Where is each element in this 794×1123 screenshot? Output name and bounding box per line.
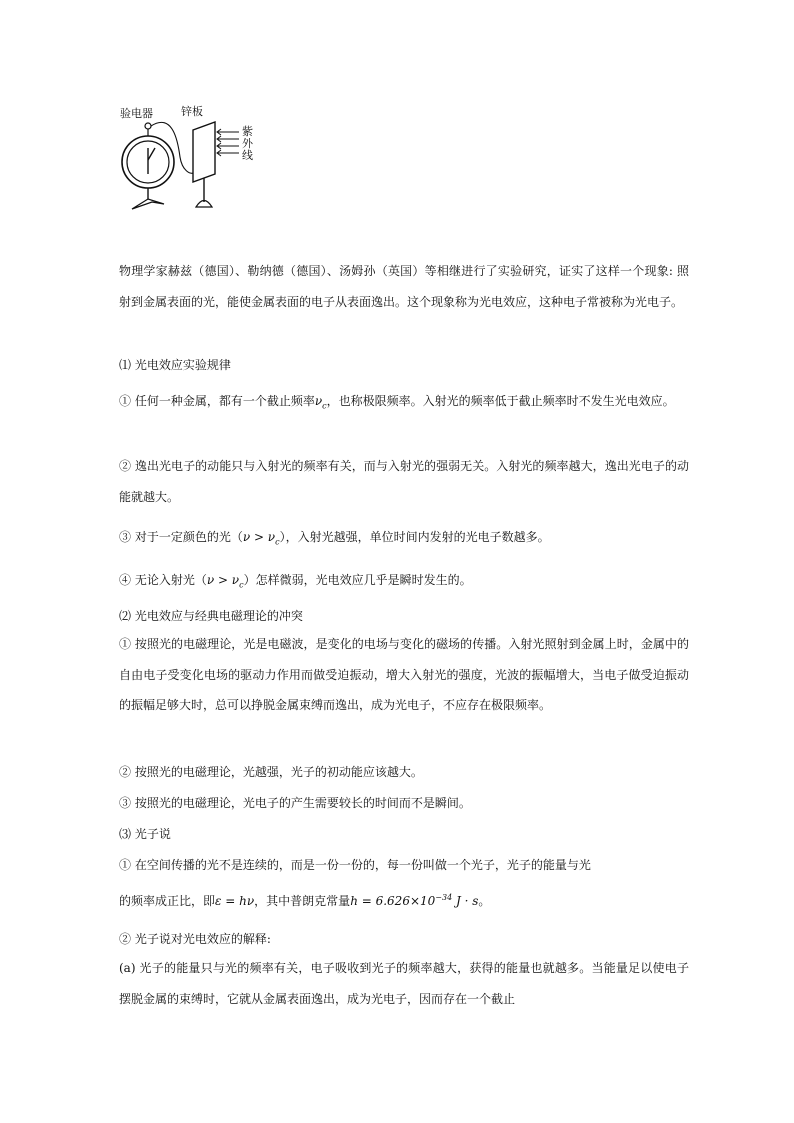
planck-value: h = 6.626×10 xyxy=(350,894,436,908)
photoelectric-figure xyxy=(118,102,268,217)
section1-item2: ② 逸出光电子的动能只与入射光的频率有关，而与入射光的强弱无关。入射光的频率越大，逸出光电子的动能就越大。 xyxy=(119,459,689,504)
section1-item4 xyxy=(119,571,472,589)
intro-paragraph: 物理学家赫兹（德国）、勒纳德（德国）、汤姆孙（英国）等相继进行了实验研究，证实了这样一个现象: 照射到金属表面的光，能使金属表面的电子从表面逸出。这个现象称为光电效应，这种电子常被称为光电子。 xyxy=(119,264,689,309)
zinc-plate-label: 锌板 xyxy=(181,105,203,118)
photon-energy-formula: ε = hν xyxy=(215,894,255,908)
section1-heading: ⑴ 光电效应实验规律 xyxy=(119,358,231,372)
section3-item1-text-a: 的频率成正比，即 xyxy=(119,894,216,908)
planck-constant xyxy=(350,894,478,908)
zinc-plate xyxy=(193,122,215,182)
condition-subscript: c xyxy=(275,537,280,547)
section2-item3: ③ 按照光的电磁理论，光电子的产生需要较长的时间而不是瞬间。 xyxy=(119,796,471,810)
section1-item3-text-b: ），入射光越强，单位时间内发射的光电子数越多。 xyxy=(279,530,550,544)
electroscope-base xyxy=(132,199,164,209)
nu-subscript: c xyxy=(322,401,327,411)
condition-formula xyxy=(206,573,244,590)
planck-exponent: −34 xyxy=(435,893,453,902)
section3-item1-line1: ① 在空间传播的光不是连续的，而是一份一份的，每一份叫做一个光子，光子的能量与光 xyxy=(119,858,591,872)
planck-unit: J · s xyxy=(452,894,479,908)
section1-item4-text-a: ④ 无论入射光（ xyxy=(119,573,207,587)
uv-label-char-1: 紫 xyxy=(242,125,253,138)
section2-item1: ① 按照光的电磁理论，光是电磁波，是变化的电场与变化的磁场的传播。入射光照射到金属上时，金属中的自由电子受变化电场的驱动力作用而做受迫振动，增大入射光的强度，光波的振幅增大，当电子做受迫振动的振幅足够大时，总可以挣脱金属束缚而逸出，成为光电子，不应存在极限频率。 xyxy=(119,637,689,712)
section1-item1 xyxy=(119,386,689,422)
electroscope-knob xyxy=(145,123,151,129)
section1-item3-text-a: ③ 对于一定颜色的光（ xyxy=(119,530,243,544)
electroscope-leaf xyxy=(148,148,155,160)
section3-item1-line2 xyxy=(119,892,490,909)
condition-formula xyxy=(242,530,280,547)
section2-item2: ② 按照光的电磁理论，光越强，光子的初动能应该越大。 xyxy=(119,765,423,779)
nu-symbol: ν xyxy=(314,394,323,408)
condition-text: ν > ν xyxy=(242,530,276,544)
uv-label-char-3: 线 xyxy=(242,149,253,162)
section1-item3 xyxy=(119,528,550,546)
section3-item1-period: 。 xyxy=(478,894,491,908)
section3-item1-text-b: ，其中普朗克常量 xyxy=(254,894,351,908)
section2-heading: ⑵ 光电效应与经典电磁理论的冲突 xyxy=(119,609,303,623)
cutoff-frequency-symbol xyxy=(314,394,327,411)
electroscope-label: 验电器 xyxy=(120,107,153,120)
uv-label-char-2: 外 xyxy=(242,137,253,150)
section3-heading: ⑶ 光子说 xyxy=(119,827,171,841)
section3-item2: ② 光子说对光电效应的解释: xyxy=(119,932,271,946)
condition-subscript: c xyxy=(239,580,244,590)
section1-item4-text-b: ）怎样微弱，光电效应几乎是瞬时发生的。 xyxy=(243,573,472,587)
section3-item-a: (a) 光子的能量只与光的频率有关，电子吸收到光子的频率越大，获得的能量也就越多。当能量足以使电子摆脱金属的束缚时，它就从金属表面逸出，成为光电子，因而存在一个截止 xyxy=(119,961,689,1006)
section1-item1-text-a: ① 任何一种金属，都有一个截止频率 xyxy=(119,394,315,408)
section1-item1-text-b: ，也称极限频率。入射光的频率低于截止频率时不发生光电效应。 xyxy=(326,394,675,408)
condition-text: ν > ν xyxy=(206,573,240,587)
